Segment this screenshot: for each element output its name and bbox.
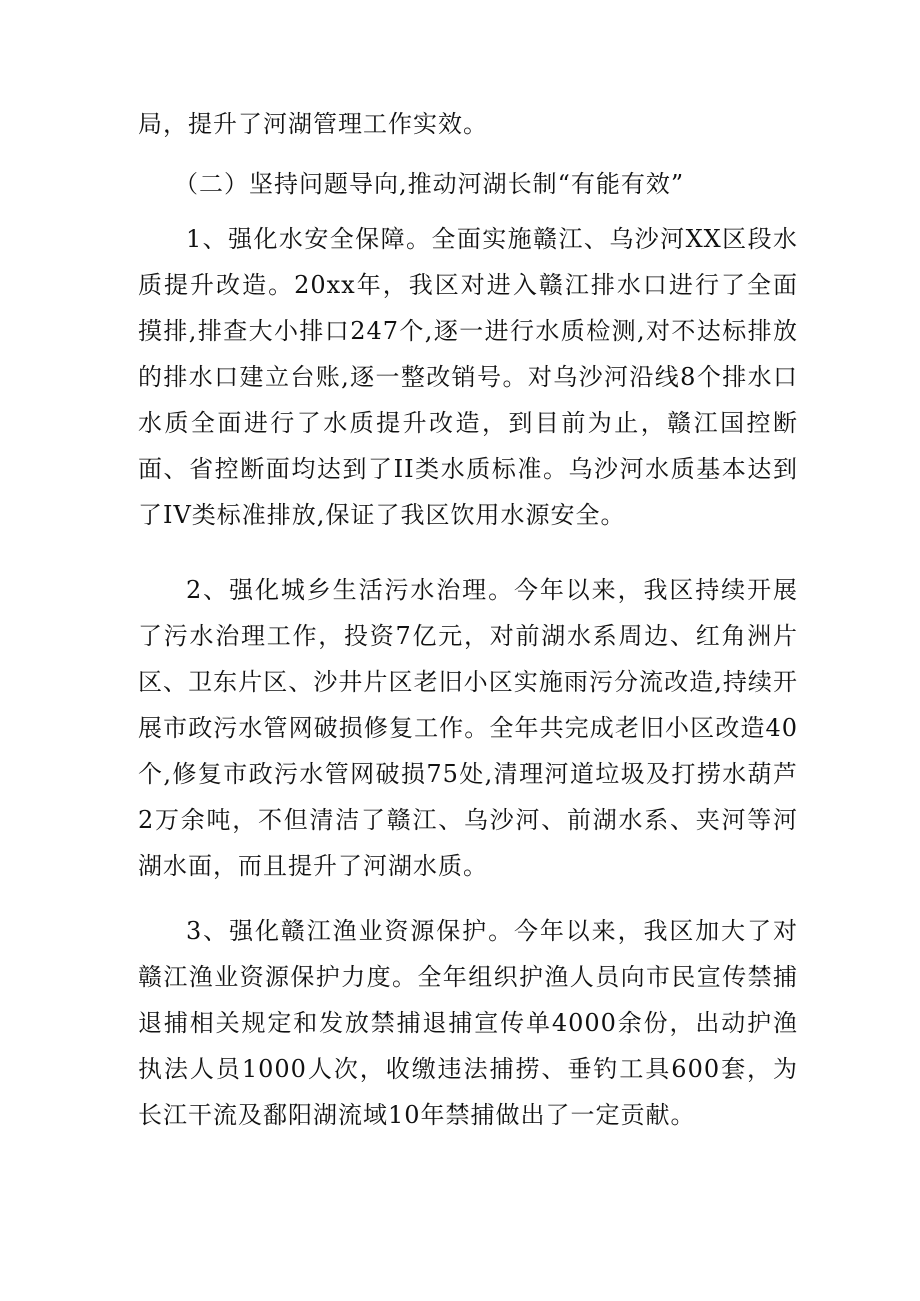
- paragraph-water-safety: 1、强化水安全保障。全面实施赣江、乌沙河XX区段水质提升改造。20xx年，我区对进入赣江排水口进行了全面摸排,排查大小排口247个,逐一进行水质检测,对不达标排放的排水口建立台账,逐一整改销号。对乌沙河沿线8个排水口水质全面进行了水质提升改造，到目前为止，赣江国控断面、省控断面均达到了II类水质标准。乌沙河水质基本达到了IV类标准排放,保证了我区饮用水源安全。: [138, 225, 798, 529]
- paragraph-sewage-treatment: 2、强化城乡生活污水治理。今年以来，我区持续开展了污水治理工作，投资7亿元，对前湖水系周边、红角洲片区、卫东片区、沙井片区老旧小区实施雨污分流改造,持续开展市政污水管网破损修复工作。全年共完成老旧小区改造40个,修复市政污水管网破损75处,清理河道垃圾及打捞水葫芦2万余吨，不但清洁了赣江、乌沙河、前湖水系、夹河等河湖水面，而且提升了河湖水质。: [138, 576, 798, 880]
- paragraph-fishery-protection: 3、强化赣江渔业资源保护。今年以来，我区加大了对赣江渔业资源保护力度。全年组织护渔人员向市民宣传禁捕退捕相关规定和发放禁捕退捕宣传单4000余份，出动护渔执法人员1000人次，收缴违法捕捞、垂钓工具600套，为长江干流及鄱阳湖流域10年禁捕做出了一定贡献。: [138, 917, 798, 1129]
- paragraph-continuation: 局，提升了河湖管理工作实效。: [138, 110, 488, 138]
- section-heading: （二）坚持问题导向,推动河湖长制“有能有效”: [174, 170, 685, 198]
